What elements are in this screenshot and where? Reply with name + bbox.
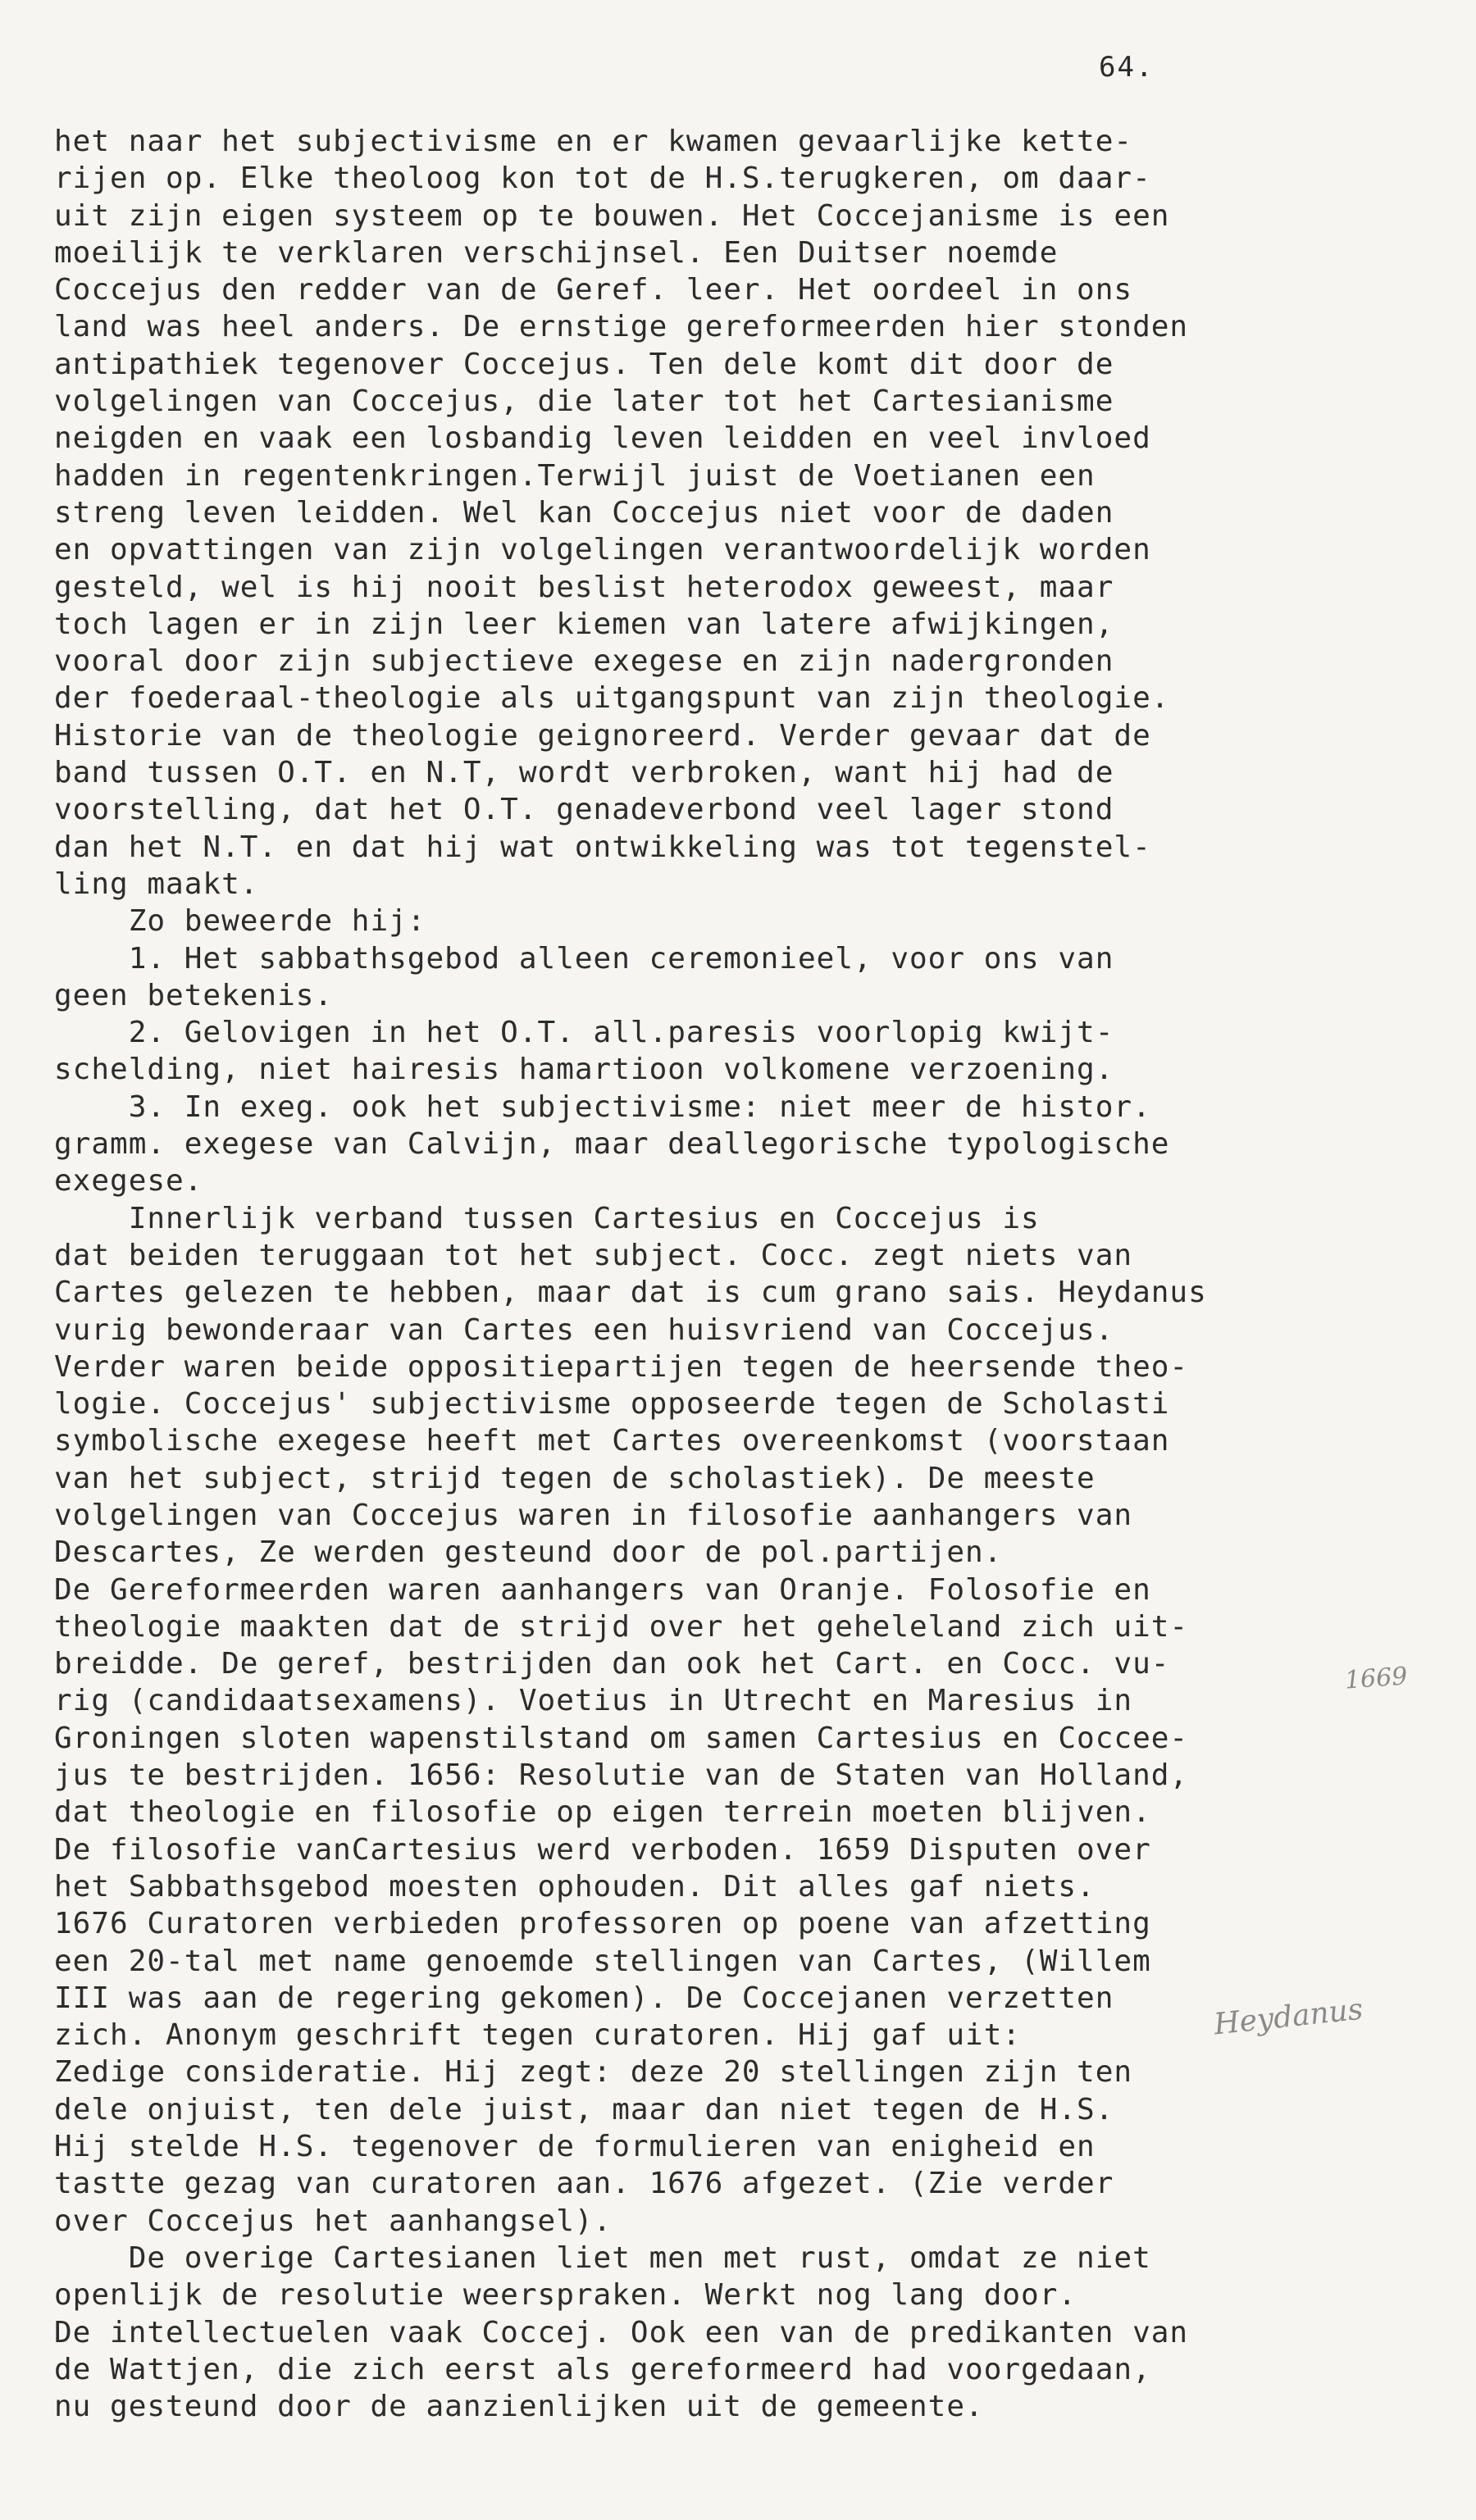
text-line: uit zijn eigen systeem op te bouwen. Het Coccejanisme is een <box>54 198 1170 233</box>
text-line: Innerlijk verband tussen Cartesius en Coccejus is <box>54 1201 1040 1235</box>
text-line: ling maakt. <box>54 867 259 901</box>
text-line: dele onjuist, ten dele juist, maar dan niet tegen de H.S. <box>54 2092 1114 2127</box>
text-line: Historie van de theologie geignoreerd. Verder gevaar dat de <box>54 718 1151 753</box>
margin-note-year: 1669 <box>1343 1662 1409 1695</box>
text-line: moeilijk te verklaren verschijnsel. Een Duitser noemde <box>54 235 1059 270</box>
text-line: en opvattingen van zijn volgelingen verantwoordelijk worden <box>54 533 1151 567</box>
text-line: Coccejus den redder van de Geref. leer. Het oordeel in ons <box>54 273 1133 307</box>
text-line: der foederaal-theologie als uitgangspunt van zijn theologie. <box>54 681 1170 716</box>
text-line: zich. Anonym geschrift tegen curatoren. Hij gaf uit: <box>54 2018 1022 2053</box>
text-line: streng leven leidden. Wel kan Coccejus niet voor de daden <box>54 495 1114 530</box>
text-line: volgelingen van Coccejus, die later tot het Cartesianisme <box>54 384 1114 419</box>
text-line: III was aan de regering gekomen). De Coccejanen verzetten <box>54 1981 1114 2015</box>
text-line: 3. In exeg. ook het subjectivisme: niet meer de histor. <box>54 1089 1151 1124</box>
text-line: voorstelling, dat het O.T. genadeverbond veel lager stond <box>54 793 1114 827</box>
text-line: Zedige consideratie. Hij zegt: deze 20 stellingen zijn ten <box>54 2055 1133 2090</box>
text-line: De overige Cartesianen liet men met rust, omdat ze niet <box>54 2240 1151 2275</box>
text-line: 1676 Curatoren verbieden professoren op poene van afzetting <box>54 1907 1151 1941</box>
text-line: het Sabbathsgebod moesten ophouden. Dit alles gaf niets. <box>54 1869 1096 1904</box>
text-line: antipathiek tegenover Coccejus. Ten dele komt dit door de <box>54 347 1114 381</box>
text-line: 2. Gelovigen in het O.T. all.paresis voorlopig kwijt- <box>54 1016 1114 1050</box>
text-line: Descartes, Ze werden gesteund door de pol.partijen. <box>54 1535 1003 1570</box>
text-line: een 20-tal met name genoemde stellingen van Cartes, (Willem <box>54 1944 1151 1978</box>
text-line: dat beiden teruggaan tot het subject. Cocc. zegt niets van <box>54 1238 1133 1272</box>
text-line: geen betekenis. <box>54 978 334 1012</box>
text-line: De intellectuelen vaak Coccej. Ook een van de predikanten van <box>54 2315 1189 2349</box>
text-line: land was heel anders. De ernstige gereformeerden hier stonden <box>54 310 1189 344</box>
text-line: symbolische exegese heeft met Cartes overeenkomst (voorstaan <box>54 1424 1170 1458</box>
text-line: vooral door zijn subjectieve exegese en zijn nadergronden <box>54 644 1114 679</box>
text-line: over Coccejus het aanhangsel). <box>54 2204 613 2238</box>
text-line: tastte gezag van curatoren aan. 1676 afgezet. (Zie verder <box>54 2167 1114 2201</box>
text-line: breidde. De geref, bestrijden dan ook het Cart. en Cocc. vu- <box>54 1647 1170 1681</box>
text-line: nu gesteund door de aanzienlijken uit de gemeente. <box>54 2390 984 2424</box>
text-line: Cartes gelezen te hebben, maar dat is cum grano sais. Heydanus <box>54 1276 1207 1310</box>
text-line: vurig bewonderaar van Cartes een huisvriend van Coccejus. <box>54 1312 1114 1347</box>
text-line: dan het N.T. en dat hij wat ontwikkeling was tot tegenstel- <box>54 830 1151 864</box>
text-line: Zo beweerde hij: <box>54 904 426 939</box>
page-number: 64. <box>1099 51 1155 84</box>
text-line: Hij stelde H.S. tegenover de formulieren van enigheid en <box>54 2130 1096 2164</box>
text-line: gesteld, wel is hij nooit beslist heterodox geweest, maar <box>54 570 1114 604</box>
text-line: exegese. <box>54 1164 203 1199</box>
margin-note-name: Heydanus <box>1212 1992 1365 2042</box>
text-line: neigden en vaak een losbandig leven leidden en veel invloed <box>54 421 1151 456</box>
text-line: de Wattjen, die zich eerst als gereformeerd had voorgedaan, <box>54 2352 1151 2386</box>
text-line: openlijk de resolutie weerspraken. Werkt nog lang door. <box>54 2278 1077 2313</box>
text-line: schelding, niet hairesis hamartioon volkomene verzoening. <box>54 1053 1114 1087</box>
text-line: Verder waren beide oppositiepartijen tegen de heersende theo- <box>54 1349 1189 1384</box>
text-line: De Gereformeerden waren aanhangers van Oranje. Folosofie en <box>54 1572 1151 1607</box>
text-line: rig (candidaatsexamens). Voetius in Utrecht en Maresius in <box>54 1684 1133 1718</box>
text-line: jus te bestrijden. 1656: Resolutie van de Staten van Holland, <box>54 1758 1189 1793</box>
text-line: band tussen O.T. en N.T, wordt verbroken, want hij had de <box>54 756 1114 790</box>
body-text <box>54 123 1399 2425</box>
text-line: het naar het subjectivisme en er kwamen gevaarlijke kette- <box>54 125 1133 158</box>
text-line: dat theologie en filosofie op eigen terrein moeten blijven. <box>54 1795 1151 1830</box>
text-line: van het subject, strijd tegen de scholastiek). De meeste <box>54 1461 1096 1495</box>
text-line: gramm. exegese van Calvijn, maar deallegorische typologische <box>54 1127 1170 1162</box>
text-line: toch lagen er in zijn leer kiemen van latere afwijkingen, <box>54 607 1114 641</box>
text-line: 1. Het sabbathsgebod alleen ceremonieel, voor ons van <box>54 941 1114 976</box>
text-line: theologie maakten dat de strijd over het geheleland zich uit- <box>54 1609 1189 1644</box>
text-line: logie. Coccejus' subjectivisme opposeerde tegen de Scholasti <box>54 1387 1170 1421</box>
text-line: Groningen sloten wapenstilstand om samen Cartesius en Coccee- <box>54 1721 1189 1755</box>
text-line: De filosofie vanCartesius werd verboden. 1659 Disputen over <box>54 1832 1151 1867</box>
text-line: rijen op. Elke theoloog kon tot de H.S.terugkeren, om daar- <box>54 161 1151 196</box>
text-line: volgelingen van Coccejus waren in filosofie aanhangers van <box>54 1498 1133 1532</box>
text-line: hadden in regentenkringen.Terwijl juist de Voetianen een <box>54 458 1096 493</box>
